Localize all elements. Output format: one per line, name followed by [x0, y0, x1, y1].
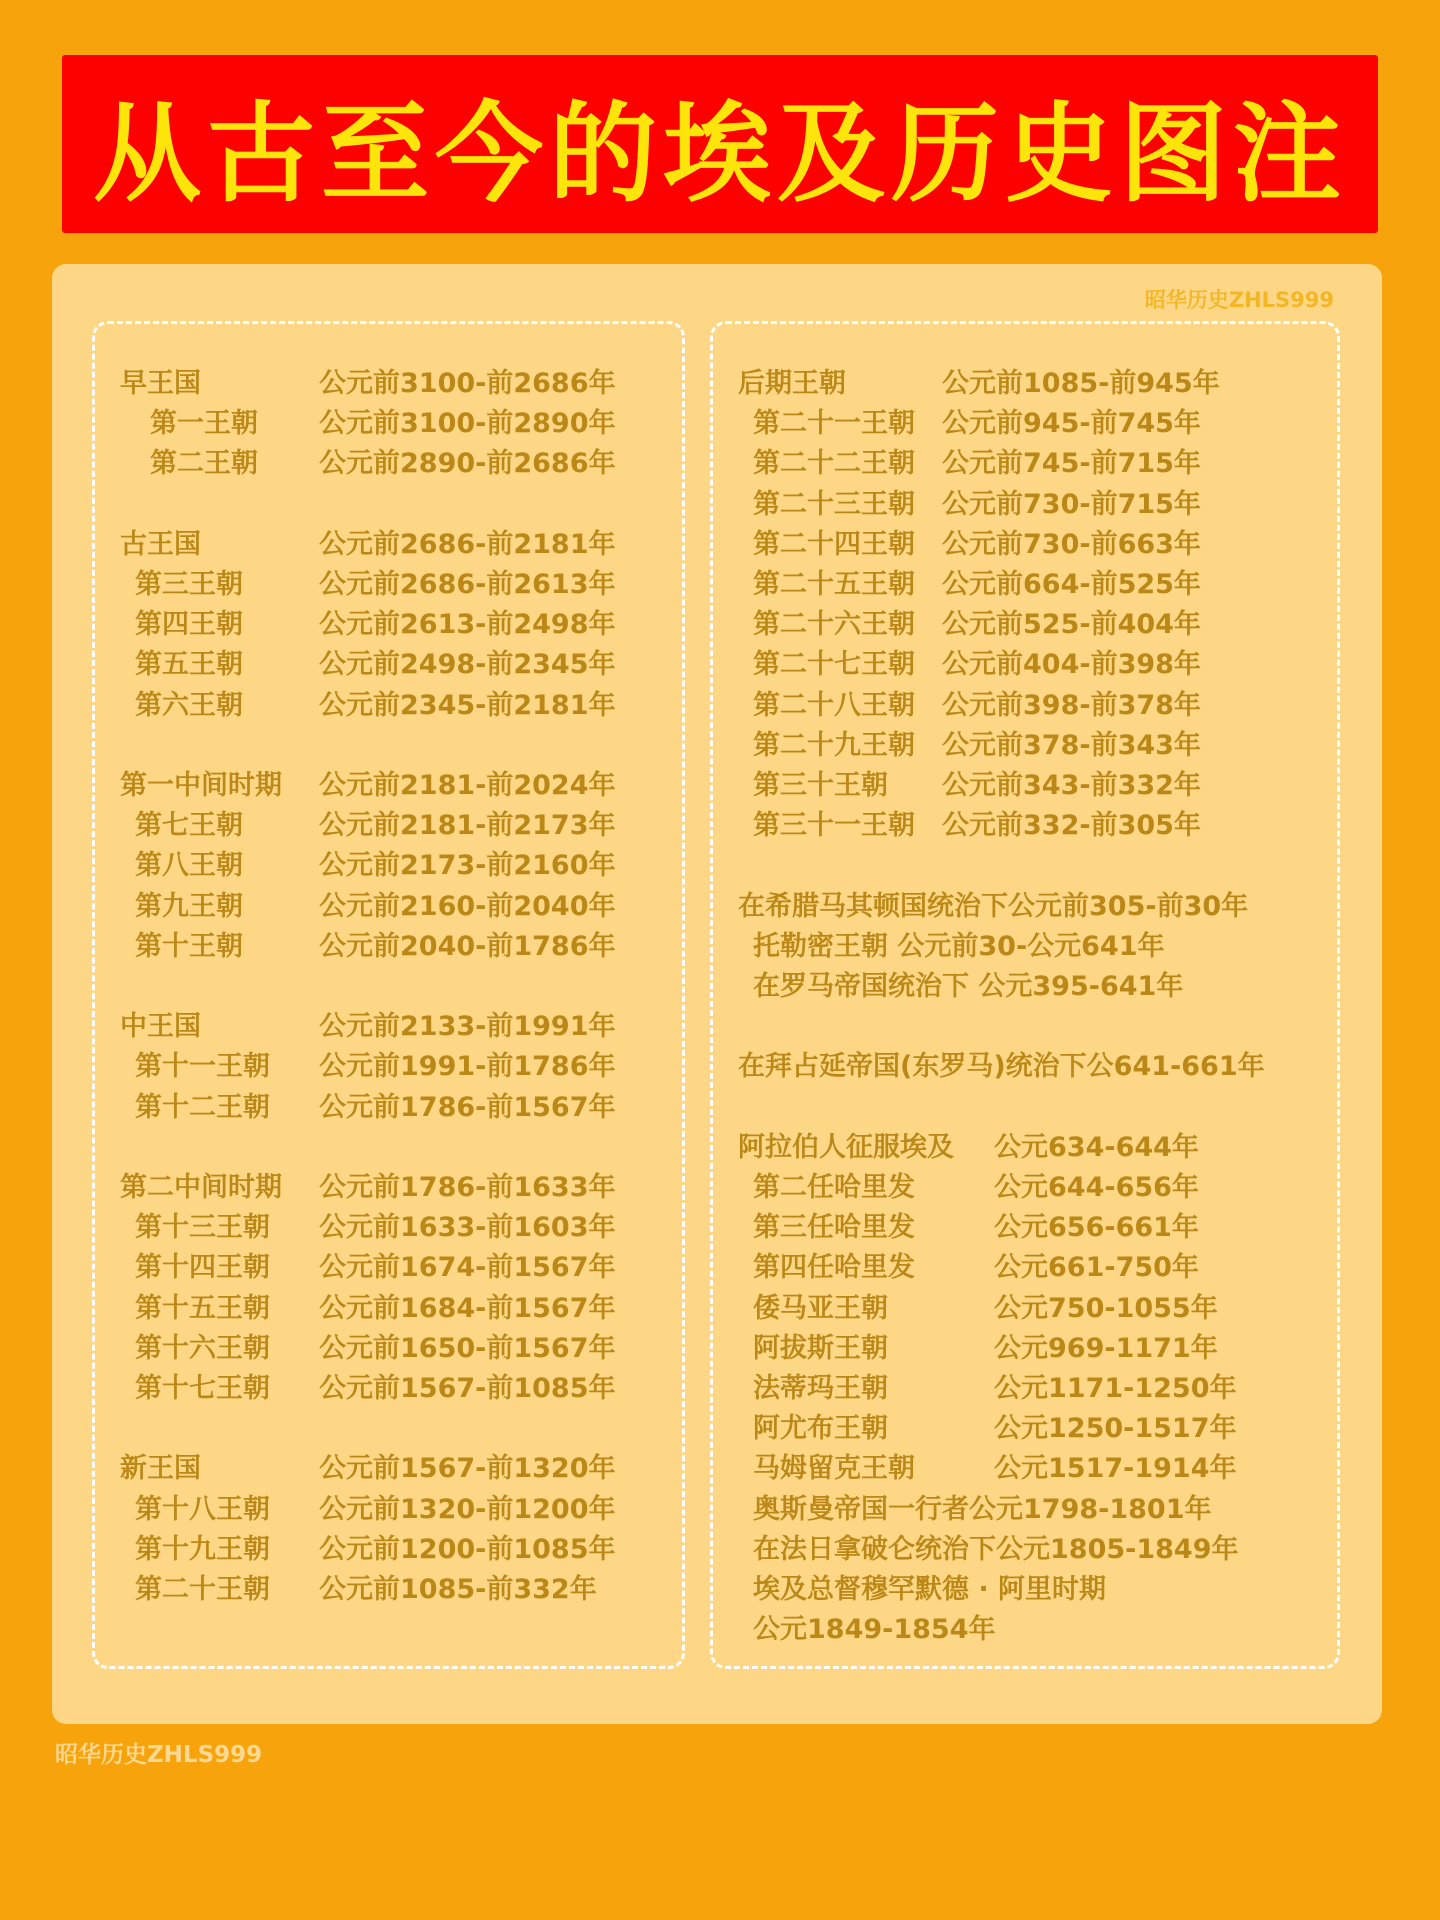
entry-name: 第二十八王朝 — [753, 689, 915, 721]
timeline-entry — [713, 686, 1333, 726]
entry-period: 公元前525-前404年 — [942, 609, 1201, 641]
timeline-entry — [713, 1047, 1333, 1087]
entry-period: 公元前1567-前1320年 — [319, 1453, 616, 1485]
timeline-entry — [95, 1530, 680, 1570]
watermark-top: 昭华历史ZHLS999 — [1144, 288, 1334, 312]
entry-period: 公元前398-前378年 — [942, 689, 1201, 721]
entry-period: 公元前1991-前1786年 — [319, 1051, 616, 1083]
timeline-entry — [95, 927, 680, 967]
timeline-entry — [713, 364, 1333, 404]
entry-period: 公元前1786-前1633年 — [319, 1172, 616, 1203]
page-title: 从古至今的埃及历史图注 — [92, 91, 1347, 217]
entry-name: 马姆留克王朝 — [753, 1453, 915, 1485]
entry-name: 阿拉伯人征服埃及 — [738, 1131, 954, 1163]
entry-period: 公元前2613-前2498年 — [319, 609, 616, 641]
entry-name: 第十九王朝 — [135, 1533, 270, 1565]
entry-name: 古王国 — [120, 528, 201, 560]
entry-name: 第四任哈里发 — [753, 1252, 915, 1284]
watermark-bottom: 昭华历史ZHLS999 — [55, 1742, 263, 1768]
entry-name: 第十王朝 — [135, 930, 243, 962]
timeline-entry — [713, 1449, 1333, 1489]
entry-name: 第四王朝 — [135, 609, 243, 641]
timeline-entry — [95, 1088, 680, 1128]
entry-name: 第二十九王朝 — [753, 729, 915, 761]
entry-period: 公元1171-1250年 — [994, 1373, 1237, 1404]
entry-period: 公元前1200-前1085年 — [319, 1533, 616, 1565]
entry-period: 公元前2345-前2181年 — [319, 689, 616, 721]
timeline-entry — [95, 766, 680, 806]
entry-period: 公元前378-前343年 — [942, 729, 1201, 761]
entry-period: 公元前2133-前1991年 — [319, 1011, 616, 1043]
entry-period: 公元前2173-前2160年 — [319, 850, 616, 882]
timeline-entry — [713, 1248, 1333, 1288]
timeline-entry — [95, 1570, 680, 1610]
entry-name: 第五王朝 — [135, 649, 243, 681]
timeline-entry — [713, 605, 1333, 645]
timeline-entry — [713, 645, 1333, 685]
timeline-entry — [713, 1490, 1333, 1530]
entry-name: 第三十一王朝 — [753, 810, 915, 842]
timeline-entry — [713, 887, 1333, 927]
timeline-entry — [713, 1329, 1333, 1369]
entry-period: 公元前3100-前2686年 — [319, 368, 616, 399]
timeline-entry — [713, 1208, 1333, 1248]
entry-period: 公元750-1055年 — [994, 1292, 1218, 1324]
entry-period: 公元前1567-前1085年 — [319, 1373, 616, 1404]
entry-period: 公元前1684-前1567年 — [319, 1292, 616, 1324]
timeline-entry — [95, 1168, 680, 1208]
timeline-entry — [95, 846, 680, 886]
right-column — [710, 321, 1340, 1669]
timeline-entry — [713, 1570, 1333, 1610]
entry-name: 在罗马帝国统治下 公元395-641年 — [753, 971, 1184, 1002]
entry-period: 公元656-661年 — [994, 1212, 1199, 1244]
timeline-entry — [713, 967, 1333, 1007]
entry-period: 公元前2160-前2040年 — [319, 890, 616, 922]
timeline-entry — [713, 1610, 1333, 1650]
entry-period: 公元前2686-前2181年 — [319, 528, 616, 560]
entry-name: 第二十四王朝 — [753, 528, 915, 560]
entry-period: 公元前2181-前2173年 — [319, 810, 616, 842]
entry-period: 公元前2686-前2613年 — [319, 569, 616, 600]
entry-period: 公元前1085-前332年 — [319, 1574, 597, 1605]
entry-name: 第二十五王朝 — [753, 569, 915, 600]
entry-period: 公元前730-前663年 — [942, 528, 1201, 560]
entry-period: 公元前404-前398年 — [942, 649, 1201, 681]
entry-name: 第六王朝 — [135, 689, 243, 721]
entry-period: 公元634-644年 — [994, 1131, 1199, 1163]
timeline-entry — [95, 1248, 680, 1288]
timeline-entry — [713, 806, 1333, 846]
left-column — [92, 321, 685, 1669]
timeline-entry — [713, 1168, 1333, 1208]
entry-period: 公元前2040-前1786年 — [319, 930, 616, 962]
entry-name: 第二任哈里发 — [753, 1172, 915, 1203]
timeline-entry — [713, 485, 1333, 525]
entry-period: 公元前664-前525年 — [942, 569, 1201, 600]
entry-name: 第十五王朝 — [135, 1292, 270, 1324]
entry-name: 第十一王朝 — [135, 1051, 270, 1083]
entry-period: 公元1250-1517年 — [994, 1413, 1237, 1445]
entry-period: 公元前1085-前945年 — [942, 368, 1220, 399]
title-banner — [62, 55, 1378, 233]
entry-name: 第十六王朝 — [135, 1332, 270, 1364]
entry-name: 第十三王朝 — [135, 1212, 270, 1244]
entry-period: 公元前945-前745年 — [942, 408, 1201, 440]
entry-name: 在法日拿破仑统治下公元1805-1849年 — [753, 1533, 1239, 1565]
timeline-entry — [95, 565, 680, 605]
entry-period: 公元前3100-前2890年 — [319, 408, 616, 440]
entry-name: 阿拔斯王朝 — [753, 1332, 888, 1364]
timeline-entry — [95, 887, 680, 927]
content-panel — [52, 264, 1382, 1724]
timeline-entry — [713, 525, 1333, 565]
timeline-entry — [95, 1329, 680, 1369]
entry-name: 第十四王朝 — [135, 1252, 270, 1284]
entry-name: 第二十六王朝 — [753, 609, 915, 641]
entry-name: 倭马亚王朝 — [753, 1292, 888, 1324]
entry-name: 在希腊马其顿国统治下公元前305-前30年 — [738, 890, 1249, 922]
entry-name: 第二中间时期 — [120, 1172, 282, 1203]
timeline-entry — [713, 565, 1333, 605]
timeline-entry — [713, 1530, 1333, 1570]
entry-name: 托勒密王朝 公元前30-公元641年 — [753, 930, 1165, 962]
timeline-entry — [713, 1409, 1333, 1449]
timeline-entry — [95, 364, 680, 404]
timeline-entry — [713, 766, 1333, 806]
entry-name: 第二十三王朝 — [753, 488, 915, 520]
entry-name: 第三王朝 — [135, 569, 243, 600]
entry-name: 第二十二王朝 — [753, 448, 915, 480]
timeline-entry — [95, 1490, 680, 1530]
entry-period: 公元前2498-前2345年 — [319, 649, 616, 681]
timeline-entry — [95, 1208, 680, 1248]
timeline-entry — [95, 525, 680, 565]
entry-name: 第十二王朝 — [135, 1091, 270, 1123]
timeline-entry — [95, 1007, 680, 1047]
entry-name: 在拜占延帝国(东罗马)统治下公641-661年 — [738, 1051, 1265, 1083]
timeline-entry — [95, 404, 680, 444]
timeline-entry — [95, 645, 680, 685]
timeline-entry — [713, 927, 1333, 967]
entry-name: 第三十王朝 — [753, 770, 888, 801]
entry-name: 公元1849-1854年 — [753, 1614, 996, 1646]
entry-period: 公元1517-1914年 — [994, 1453, 1237, 1485]
entry-period: 公元前332-前305年 — [942, 810, 1201, 842]
timeline-entry — [95, 806, 680, 846]
entry-name: 第二十七王朝 — [753, 649, 915, 681]
entry-period: 公元前1650-前1567年 — [319, 1332, 616, 1364]
entry-name: 法蒂玛王朝 — [753, 1373, 888, 1404]
timeline-entry — [713, 444, 1333, 484]
timeline-entry — [95, 1047, 680, 1087]
entry-name: 第一王朝 — [150, 408, 258, 440]
entry-name: 第十八王朝 — [135, 1493, 270, 1525]
timeline-entry — [95, 605, 680, 645]
entry-name: 第二十王朝 — [135, 1574, 270, 1605]
entry-period: 公元前2181-前2024年 — [319, 770, 616, 801]
timeline-entry — [95, 1289, 680, 1329]
timeline-entry — [95, 444, 680, 484]
entry-period: 公元前745-前715年 — [942, 448, 1201, 480]
entry-name: 第七王朝 — [135, 810, 243, 842]
entry-name: 第一中间时期 — [120, 770, 282, 801]
entry-name: 第三任哈里发 — [753, 1212, 915, 1244]
entry-name: 第八王朝 — [135, 850, 243, 882]
timeline-entry — [713, 1289, 1333, 1329]
entry-name: 第二十一王朝 — [753, 408, 915, 440]
entry-period: 公元661-750年 — [994, 1252, 1199, 1284]
entry-name: 埃及总督穆罕默德 · 阿里时期 — [753, 1574, 1107, 1605]
timeline-entry — [95, 1369, 680, 1409]
entry-period: 公元前2890-前2686年 — [319, 448, 616, 480]
entry-name: 新王国 — [120, 1453, 201, 1485]
entry-period: 公元前343-前332年 — [942, 770, 1201, 801]
timeline-entry — [713, 404, 1333, 444]
entry-period: 公元969-1171年 — [994, 1332, 1218, 1364]
entry-name: 奥斯曼帝国一行者公元1798-1801年 — [753, 1493, 1212, 1525]
entry-period: 公元前1674-前1567年 — [319, 1252, 616, 1284]
entry-period: 公元前1320-前1200年 — [319, 1493, 616, 1525]
entry-name: 后期王朝 — [738, 368, 846, 399]
timeline-entry — [713, 1128, 1333, 1168]
entry-period: 公元前730-前715年 — [942, 488, 1201, 520]
timeline-entry — [713, 726, 1333, 766]
entry-name: 阿尤布王朝 — [753, 1413, 888, 1445]
entry-name: 第九王朝 — [135, 890, 243, 922]
timeline-entry — [95, 686, 680, 726]
entry-period: 公元前1633-前1603年 — [319, 1212, 616, 1244]
entry-name: 中王国 — [120, 1011, 201, 1043]
timeline-entry — [95, 1449, 680, 1489]
entry-name: 早王国 — [120, 368, 201, 399]
timeline-entry — [713, 1369, 1333, 1409]
entry-name: 第十七王朝 — [135, 1373, 270, 1404]
entry-period: 公元前1786-前1567年 — [319, 1091, 616, 1123]
entry-period: 公元644-656年 — [994, 1172, 1199, 1203]
entry-name: 第二王朝 — [150, 448, 258, 480]
